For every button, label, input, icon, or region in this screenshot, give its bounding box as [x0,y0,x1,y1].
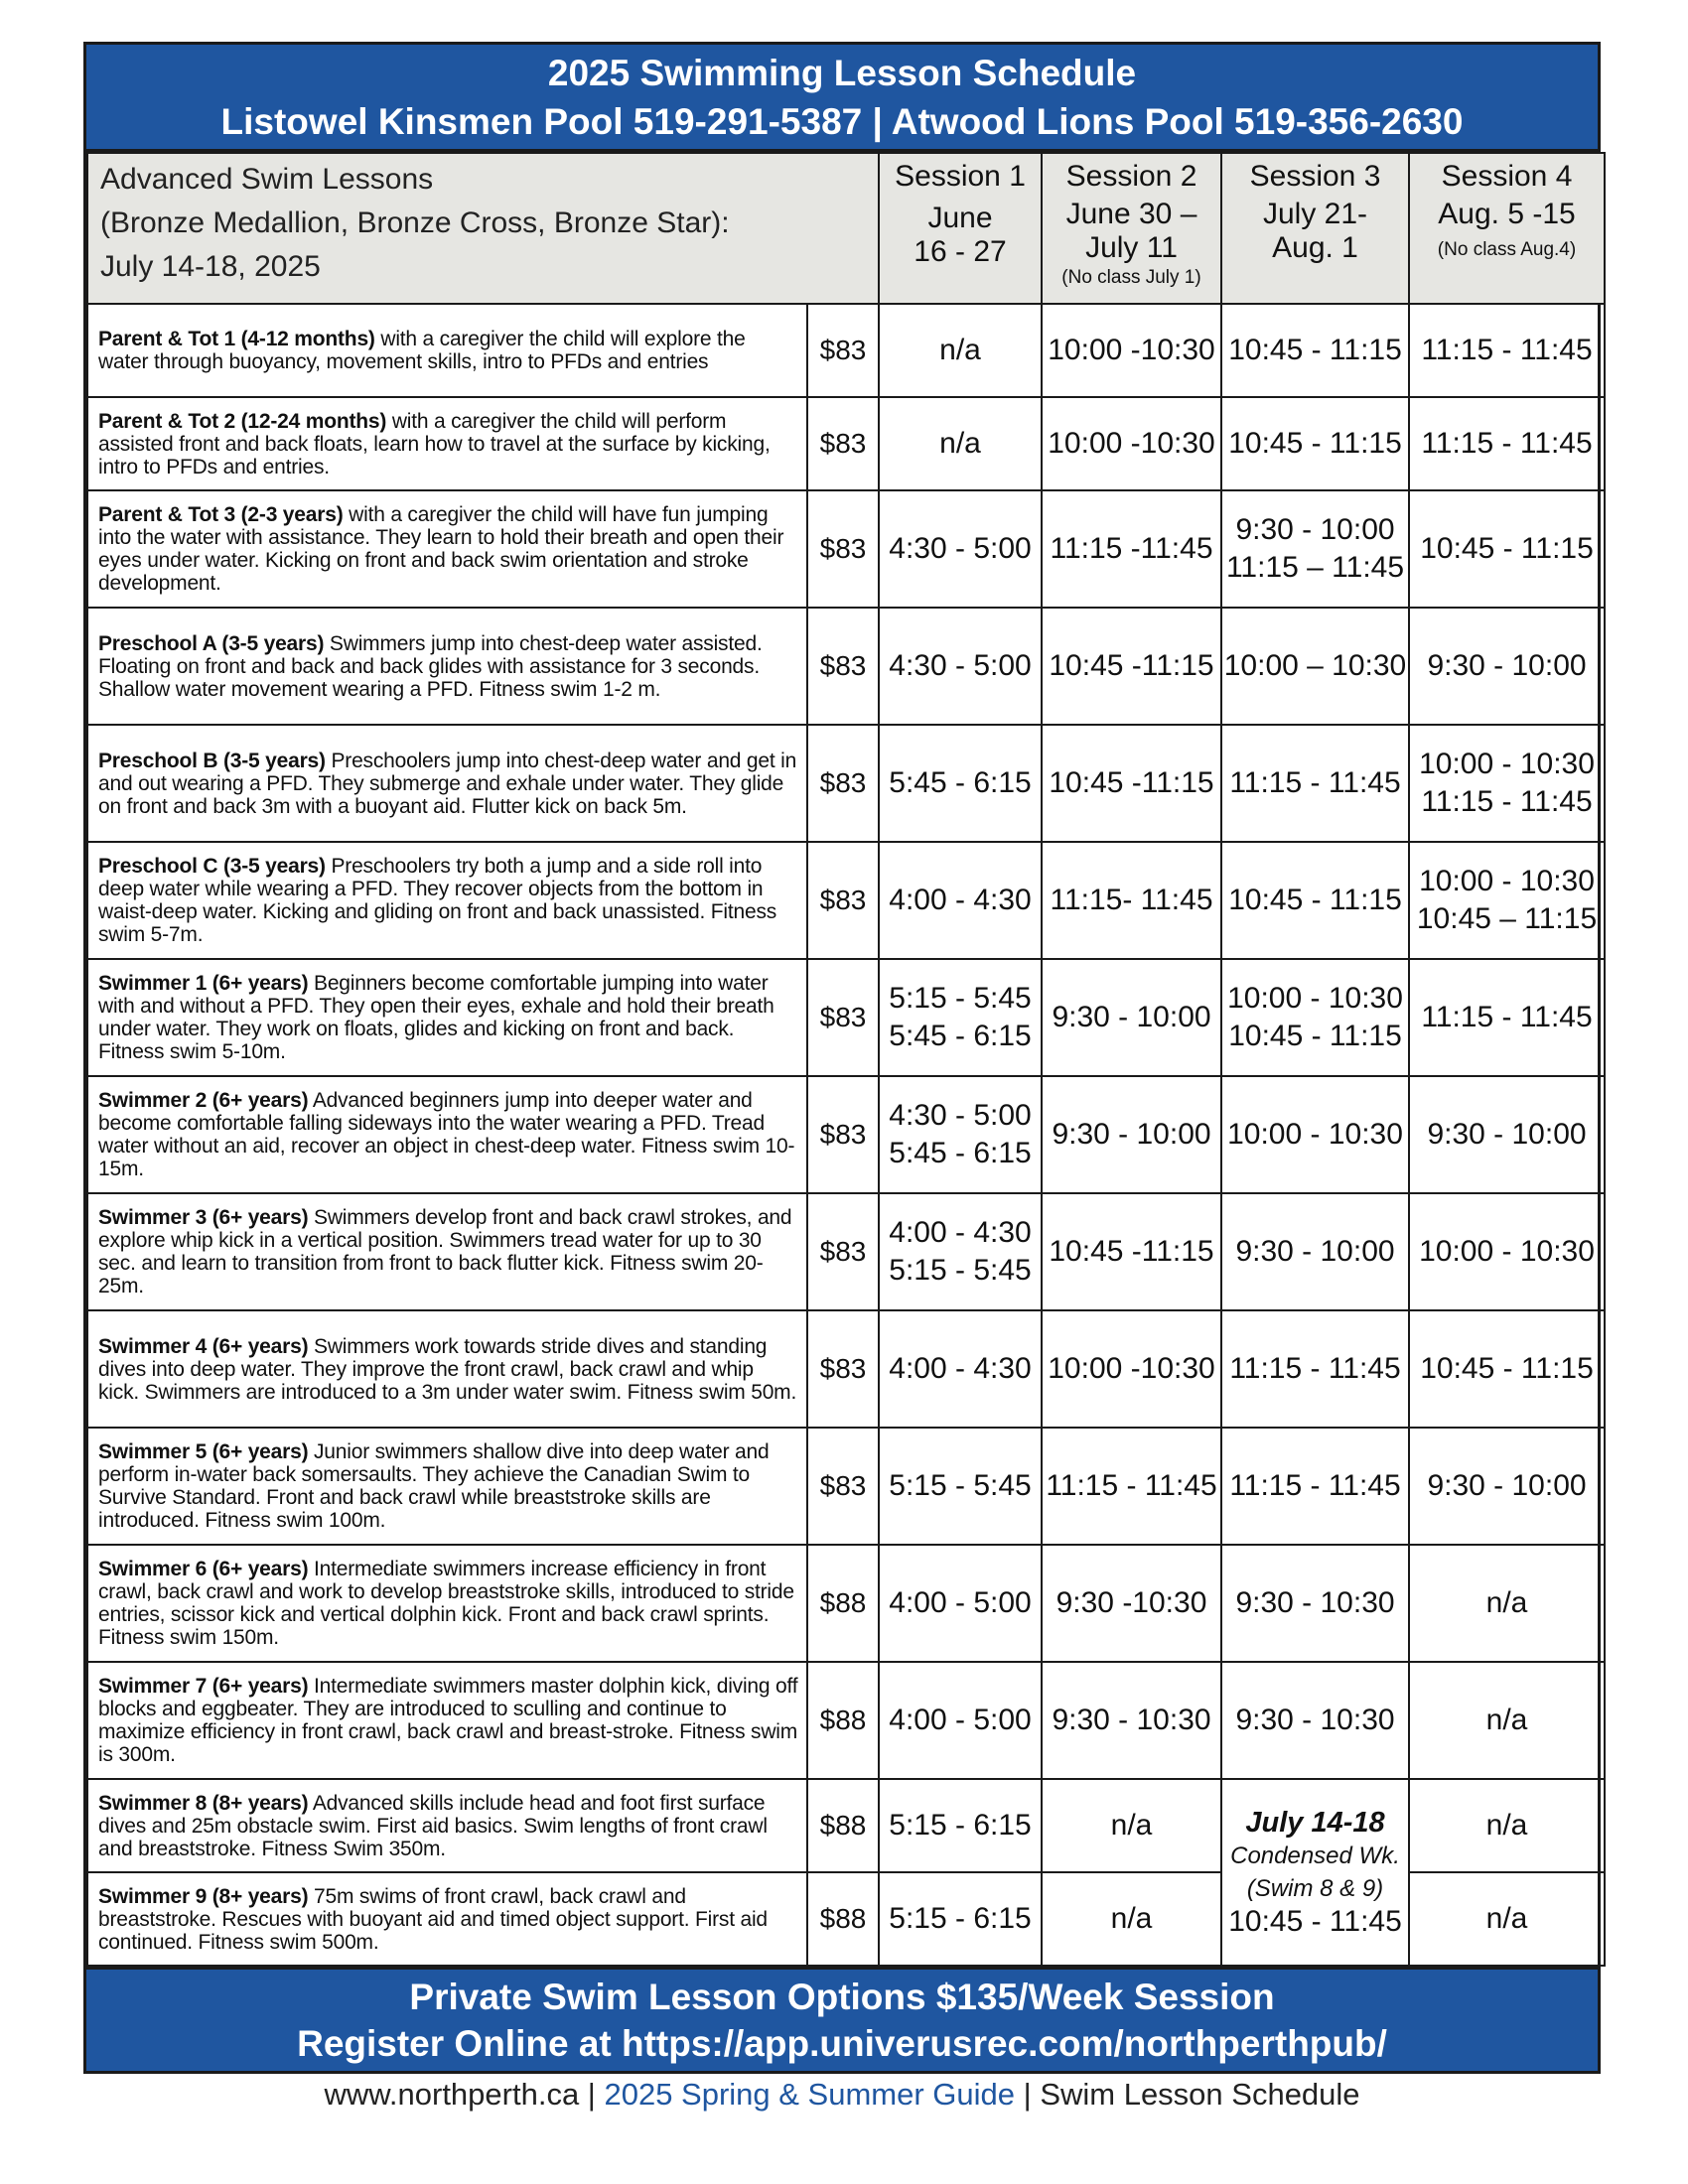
schedule-table [86,152,1606,1967]
lesson-title: Preschool B (3-5 years) [98,749,326,772]
session-2-time: 11:15- 11:45 [1042,842,1221,959]
session-1-time: n/a [879,397,1042,490]
session-2-time: 10:45 -11:15 [1042,725,1221,842]
schedule-header [86,45,1598,152]
lesson-description [87,1310,807,1428]
session-1-time: 4:00 - 5:00 [879,1662,1042,1779]
session-3-time: 9:30 - 10:30 [1221,1662,1409,1779]
lesson-detail: Advanced skills include head and foot first surface dives and 25m obstacle swim. First aid basics. Swim lengths of front crawl and breaststroke. Fitness Swim 350m. [98,1791,768,1860]
session-3-time: 10:00 - 10:30 [1221,1076,1409,1193]
session-3-time: 11:15 - 11:45 [1221,1310,1409,1428]
lesson-price: $83 [807,490,879,608]
session-2-time: 11:15 - 11:45 [1042,1428,1221,1545]
lesson-title: Swimmer 5 (6+ years) [98,1440,309,1463]
lesson-price: $83 [807,959,879,1076]
lesson-title: Swimmer 6 (6+ years) [98,1558,309,1580]
session-4-header: Session 4 Aug. 5 -15 (No class Aug.4) [1409,153,1605,304]
schedule-sheet [83,42,1601,2074]
pool-phone-numbers: Listowel Kinsmen Pool 519-291-5387 | Atwood Lions Pool 519-356-2630 [220,101,1464,142]
lesson-description [87,1076,807,1193]
session-1-time: 5:15 - 5:45 5:45 - 6:15 [879,959,1042,1076]
lesson-title: Parent & Tot 2 (12-24 months) [98,409,387,433]
schedule-title: 2025 Swimming Lesson Schedule [547,53,1137,93]
lesson-price: $83 [807,1193,879,1310]
table-row [87,959,1605,1076]
session-3-time: 10:45 - 11:15 [1221,397,1409,490]
table-row [87,725,1605,842]
session-3-time: 10:00 - 10:30 10:45 - 11:15 [1221,959,1409,1076]
lesson-price: $83 [807,304,879,397]
session-4-time: 11:15 - 11:45 [1409,304,1605,397]
lesson-description [87,959,807,1076]
table-row [87,842,1605,959]
lesson-price: $88 [807,1545,879,1662]
lesson-detail: Junior swimmers shallow dive into deep water and perform in-water back somersaults. They achieve the Canadian Swim to Survive Standard. Front and back crawl while breaststroke skills are introduced. Fitness swim 100m. [98,1440,770,1532]
register-online-link[interactable]: Register Online at https://app.univerusrec.com/northperthpub/ [297,2023,1387,2064]
session-1-time: 4:00 - 4:30 5:15 - 5:45 [879,1193,1042,1310]
session-1-time: 5:15 - 5:45 [879,1428,1042,1545]
lesson-detail: with a caregiver the child will have fun jumping into the water with assistance. They learn to hold their breath and open their eyes under water. Kicking on front and back swim orientation and stroke development. [98,503,784,595]
table-row [87,608,1605,725]
lesson-description [87,842,807,959]
session-3-time: 9:30 - 10:00 [1221,1193,1409,1310]
session-4-time: 9:30 - 10:00 [1409,608,1605,725]
lesson-price: $83 [807,842,879,959]
session-4-time: 10:00 - 10:30 10:45 – 11:15 [1409,842,1605,959]
table-header-row [87,153,1605,304]
lesson-title: Parent & Tot 1 (4-12 months) [98,328,375,350]
condensed-week-cell: July 14-18 Condensed Wk. (Swim 8 & 9) 10:45 - 11:45 [1221,1779,1409,1966]
lesson-price: $88 [807,1872,879,1966]
table-row [87,1779,1605,1872]
lesson-description [87,304,807,397]
schedule-footer [86,1967,1598,2071]
session-2-time: 10:00 -10:30 [1042,1310,1221,1428]
lesson-price: $83 [807,725,879,842]
lesson-detail: Preschoolers try both a jump and a side roll into deep water while wearing a PFD. They recover objects from the bottom in waist-deep water. Kicking and gliding on front and back unassisted. Fitness swim 5-7m. [98,855,777,946]
session-4-time: n/a [1409,1779,1605,1872]
session-1-time: n/a [879,304,1042,397]
session-1-time: 4:00 - 4:30 [879,842,1042,959]
lesson-title: Swimmer 7 (6+ years) [98,1675,309,1698]
session-3-time: 10:00 – 10:30 [1221,608,1409,725]
lesson-description [87,1193,807,1310]
session-3-time: 11:15 - 11:45 [1221,1428,1409,1545]
lesson-detail: Advanced beginners jump into deeper water and become comfortable falling sideways into the water wearing a PFD. Tread water without an aid, recover an object in chest-deep water. Fitness swim 10-15m. [98,1089,795,1180]
session-2-time: 10:45 -11:15 [1042,1193,1221,1310]
session-1-header: Session 1 June 16 - 27 [879,153,1042,304]
session-3-time: 11:15 - 11:45 [1221,725,1409,842]
session-2-time: 9:30 - 10:00 [1042,959,1221,1076]
session-1-time: 5:15 - 6:15 [879,1872,1042,1966]
table-row [87,490,1605,608]
lesson-price: $83 [807,608,879,725]
table-row [87,397,1605,490]
lesson-price: $83 [807,1076,879,1193]
lesson-description [87,1872,807,1966]
advanced-lessons-note: Advanced Swim Lessons (Bronze Medallion, Bronze Cross, Bronze Star): July 14-18, 2025 [87,153,879,304]
lesson-detail: Intermediate swimmers master dolphin kick, diving off blocks and eggbeater. They are introduced to sculling and continue to maximize efficiency in front crawl, back crawl and breast-stroke. Fitness swim is 300m. [98,1675,798,1766]
session-3-time: 10:45 - 11:15 [1221,304,1409,397]
lesson-title: Swimmer 9 (8+ years) [98,1884,309,1908]
session-1-time: 4:00 - 5:00 [879,1545,1042,1662]
lesson-description [87,397,807,490]
lesson-title: Swimmer 4 (6+ years) [98,1334,309,1358]
lesson-detail: Preschoolers jump into chest-deep water and get in and out wearing a PFD. They submerge and exhale under water. They glide on front and back 3m with a buoyant aid. Flutter kick on back 5m. [98,749,797,818]
lesson-description [87,490,807,608]
session-3-header: Session 3 July 21- Aug. 1 [1221,153,1409,304]
website-link[interactable]: www.northperth.ca [324,2077,580,2112]
table-row [87,1662,1605,1779]
table-row [87,1428,1605,1545]
lesson-title: Swimmer 8 (8+ years) [98,1791,309,1815]
lesson-title: Swimmer 3 (6+ years) [98,1206,309,1229]
private-lesson-note: Private Swim Lesson Options $135/Week Session [409,1977,1275,2017]
session-1-time: 4:30 - 5:00 [879,490,1042,608]
session-2-time: 11:15 -11:45 [1042,490,1221,608]
session-1-time: 4:30 - 5:00 [879,608,1042,725]
session-3-time: 9:30 - 10:00 11:15 – 11:45 [1221,490,1409,608]
lesson-price: $83 [807,1310,879,1428]
lesson-title: Preschool A (3-5 years) [98,631,325,655]
session-4-time: 10:45 - 11:15 [1409,1310,1605,1428]
table-row [87,1076,1605,1193]
session-3-time: 10:45 - 11:15 [1221,842,1409,959]
session-2-time: 10:45 -11:15 [1042,608,1221,725]
lesson-detail: Beginners become comfortable jumping into water with and without a PFD. They open their eyes, exhale and hold their breath under water. They work on floats, glides and kicking on front and back. Fitness swim 5-10m. [98,972,774,1063]
session-2-time: 10:00 -10:30 [1042,397,1221,490]
session-4-time: 10:00 - 10:30 [1409,1193,1605,1310]
session-2-time: 9:30 - 10:30 [1042,1662,1221,1779]
lesson-price: $83 [807,1428,879,1545]
session-4-time: 10:00 - 10:30 11:15 - 11:45 [1409,725,1605,842]
table-row [87,1193,1605,1310]
session-4-time: 9:30 - 10:00 [1409,1076,1605,1193]
session-4-time: 9:30 - 10:00 [1409,1428,1605,1545]
session-3-time: 9:30 - 10:30 [1221,1545,1409,1662]
lesson-price: $83 [807,397,879,490]
session-4-time: 11:15 - 11:45 [1409,959,1605,1076]
lesson-detail: Intermediate swimmers increase efficiency in front crawl, back crawl and work to develop breaststroke skills, introduced to stride entries, scissor kick and vertical dolphin kick. Front and back crawl sprints. Fitness swim 150m. [98,1558,794,1649]
session-2-time: n/a [1042,1872,1221,1966]
lesson-detail: Swimmers work towards stride dives and standing dives into deep water. They improve the front crawl, back crawl and whip kick. Swimmers are introduced to a 3m under water swim. Fitness swim 50m. [98,1334,797,1404]
session-1-time: 4:00 - 4:30 [879,1310,1042,1428]
guide-title: 2025 Spring & Summer Guide [604,2077,1016,2112]
session-4-time: n/a [1409,1872,1605,1966]
lesson-description [87,608,807,725]
session-4-time: n/a [1409,1662,1605,1779]
table-row [87,1545,1605,1662]
session-2-time: 9:30 - 10:00 [1042,1076,1221,1193]
session-2-header: Session 2 June 30 – July 11 (No class July 1) [1042,153,1221,304]
session-4-time: 10:45 - 11:15 [1409,490,1605,608]
lesson-description [87,1662,807,1779]
session-1-time: 4:30 - 5:00 5:45 - 6:15 [879,1076,1042,1193]
lesson-detail: Swimmers develop front and back crawl strokes, and explore whip kick in a vertical position. Swimmers tread water for up to 30 sec. and learn to transition from front to back flutter kick. Fitness swim 20-25m. [98,1206,792,1297]
table-row [87,1310,1605,1428]
session-2-time: 10:00 -10:30 [1042,304,1221,397]
lesson-description [87,1779,807,1872]
session-4-time: 11:15 - 11:45 [1409,397,1605,490]
table-row [87,304,1605,397]
lesson-title: Parent & Tot 3 (2-3 years) [98,503,344,526]
lesson-detail: Swimmers jump into chest-deep water assisted. Floating on front and back and back glides with assistance for 3 seconds. Shallow water movement wearing a PFD. Fitness swim 1-2 m. [98,631,763,701]
lesson-title: Swimmer 1 (6+ years) [98,972,309,995]
session-2-time: n/a [1042,1779,1221,1872]
page-footer: www.northperth.ca | 2025 Spring & Summer Guide | Swim Lesson Schedule [324,2077,1360,2112]
lesson-detail: with a caregiver the child will perform assisted front and back floats, learn how to travel at the surface by kicking, intro to PFDs and entries. [98,409,771,478]
lesson-description [87,1545,807,1662]
page-name: Swim Lesson Schedule [1040,2077,1360,2112]
session-2-time: 9:30 -10:30 [1042,1545,1221,1662]
lesson-description [87,1428,807,1545]
lesson-price: $88 [807,1779,879,1872]
session-1-time: 5:15 - 6:15 [879,1779,1042,1872]
lesson-title: Preschool C (3-5 years) [98,855,326,878]
lesson-description [87,725,807,842]
lesson-price: $88 [807,1662,879,1779]
lesson-title: Swimmer 2 (6+ years) [98,1089,309,1112]
session-4-time: n/a [1409,1545,1605,1662]
session-1-time: 5:45 - 6:15 [879,725,1042,842]
lesson-detail: 75m swims of front crawl, back crawl and breaststroke. Rescues with buoyant aid and timed object support. First aid continued. Fitness swim 500m. [98,1884,768,1954]
lesson-detail: with a caregiver the child will explore the water through buoyancy, movement skills, intro to PFDs and entries [98,328,746,373]
